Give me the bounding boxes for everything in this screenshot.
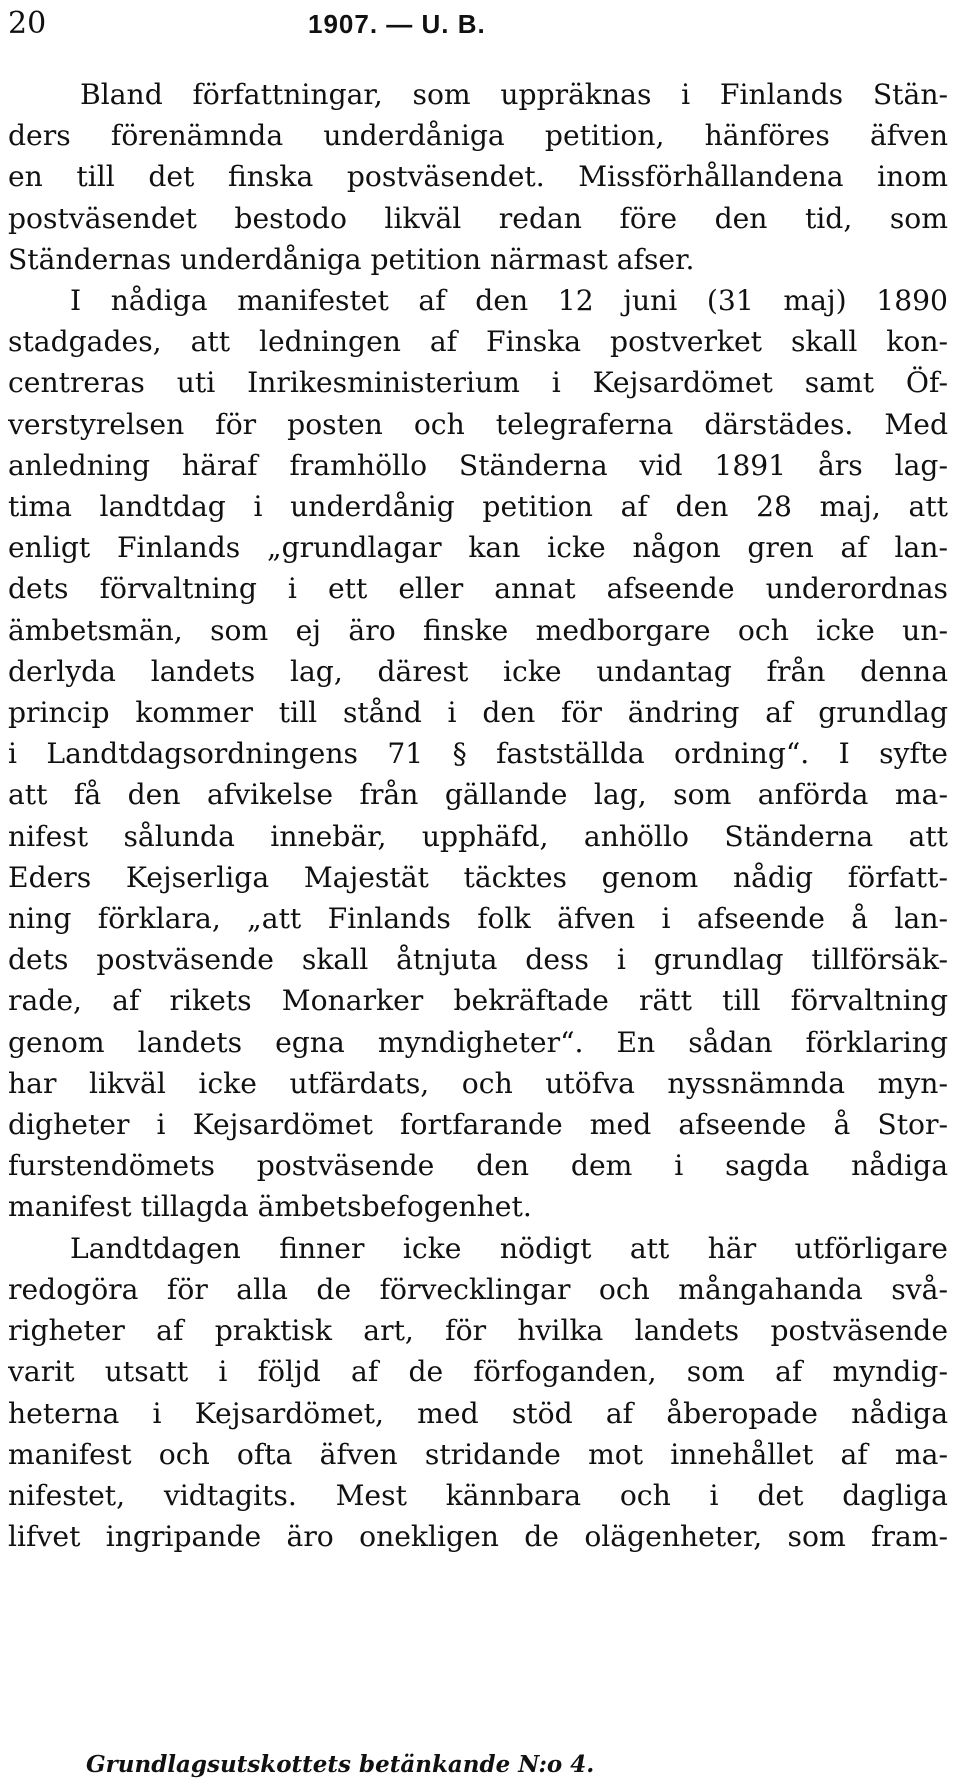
text-line: en till det finska postväsendet. Missförhållandena inom <box>8 160 948 194</box>
text-line: Eders Kejserliga Majestät täcktes genom nådig författ- <box>8 860 948 894</box>
text-line: I nådiga manifestet af den 12 juni (31 maj) 1890 <box>70 284 948 318</box>
text-line: verstyrelsen för posten och telegraferna därstädes. Med <box>8 407 948 441</box>
text-line: Landtdagen finner icke nödigt att här utförligare <box>70 1231 948 1265</box>
text-line: har likväl icke utfärdats, och utöfva nyssnämnda myn- <box>8 1066 948 1100</box>
text-line: anledning häraf framhöllo Ständerna vid 1891 års lag- <box>8 448 948 482</box>
text-line: heterna i Kejsardömet, med stöd af åberopade nådiga <box>8 1396 948 1430</box>
page-footer: Grundlagsutskottets betänkande N:o 4. <box>86 1751 595 1778</box>
text-line: att få den afvikelse från gällande lag, som anförda ma- <box>8 778 948 812</box>
text-line: dets förvaltning i ett eller annat afseende underordnas <box>8 572 948 606</box>
text-line: lifvet ingripande äro onekligen de olägenheter, som fram- <box>8 1520 948 1554</box>
text-line: Bland författningar, som uppräknas i Finlands Stän- <box>80 78 948 111</box>
text-line: ning förklara, „att Finlands folk äfven i afseende å lan- <box>8 902 948 936</box>
text-line: righeter af praktisk art, för hvilka landets postväsende <box>8 1314 948 1348</box>
text-line: nifestet, vidtagits. Mest kännbara och i det dagliga <box>8 1478 948 1512</box>
text-line: nifest sålunda innebär, upphäfd, anhöllo Ständerna att <box>8 819 948 853</box>
text-line: furstendömets postväsende den dem i sagda nådiga <box>8 1149 948 1183</box>
text-line: ders förenämnda underdåniga petition, hänföres äfven <box>8 119 948 153</box>
running-head: 1907. — U. B. <box>308 9 486 39</box>
text-line: digheter i Kejsardömet fortfarande med afseende å Stor- <box>8 1108 948 1142</box>
text-line: tima landtdag i underdånig petition af den 28 maj, att <box>8 490 948 524</box>
text-line: genom landets egna myndigheter“. En sådan förklaring <box>8 1025 948 1059</box>
text-line: princip kommer till stånd i den för ändring af grundlag <box>8 696 948 730</box>
text-line: dets postväsende skall åtnjuta dess i grundlag tillförsäk- <box>8 943 948 977</box>
text-line: derlyda landets lag, därest icke undantag från denna <box>8 654 948 688</box>
text-line: rade, af rikets Monarker bekräftade rätt till förvaltning <box>8 984 948 1018</box>
page-number: 20 <box>8 6 47 41</box>
text-line: varit utsatt i följd af de förfoganden, som af myndig- <box>8 1355 948 1389</box>
text-line: stadgades, att ledningen af Finska postverket skall kon- <box>8 325 948 359</box>
text-line: redogöra för alla de förvecklingar och mångahanda svå- <box>8 1272 948 1306</box>
text-line: i Landtdagsordningens 71 § fastställda ordning“. I syfte <box>8 737 948 771</box>
body-text <box>8 74 948 1557</box>
text-line: manifest och ofta äfven stridande mot innehållet af ma- <box>8 1437 948 1471</box>
text-line: postväsendet bestodo likväl redan före den tid, som <box>8 201 948 235</box>
page-header <box>8 2 948 46</box>
text-line: Ständernas underdåniga petition närmast afser. <box>8 242 695 276</box>
text-line: enligt Finlands „grundlagar kan icke någon gren af lan- <box>8 531 948 565</box>
text-line: centreras uti Inrikesministerium i Kejsardömet samt Öf- <box>8 366 948 400</box>
text-line: ämbetsmän, som ej äro finske medborgare och icke un- <box>8 613 948 647</box>
text-line: manifest tillagda ämbetsbefogenhet. <box>8 1190 532 1224</box>
